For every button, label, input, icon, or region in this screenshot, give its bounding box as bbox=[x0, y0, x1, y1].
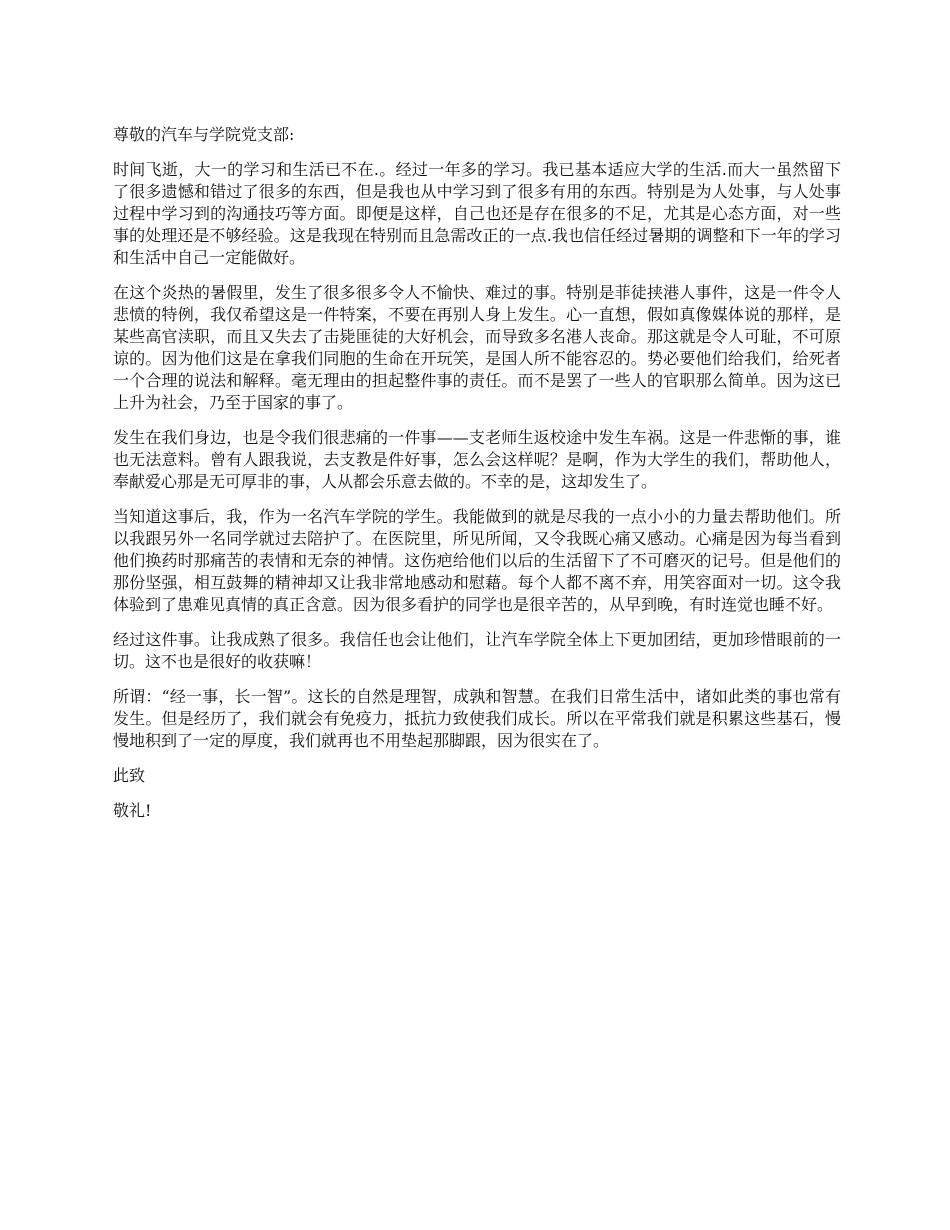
salutation: 尊敬的汽车与学院党支部: bbox=[113, 125, 295, 144]
closing-greeting: 此致 bbox=[113, 766, 146, 785]
paragraph-2: 在这个炎热的暑假里，发生了很多很多令人不愉快、难过的事。特别是菲徒挟港人事件，这是一件令人悲愤的特例，我仅希望这是一件特案，不要在再别人身上发生。心一直想，假如真像媒体说的那样，是某些高官渎职，而且又失去了击毙匪徒的大好机会，而导致多名港人丧命。那这就是令人可耻，不可原谅的。因为他们这是在拿我们同胞的生命在开玩笑，是国人所不能容忍的。势必要他们给我们，给死者一个合理的说法和解释。毫无理由的担起整件事的责任。而不是罢了一些人的官职那么简单。因为这已上升为社会，乃至于国家的事了。 bbox=[113, 283, 841, 412]
paragraph-3: 发生在我们身边，也是令我们很悲痛的一件事——支老师生返校途中发生车祸。这是一件悲惭的事，谁也无法意料。曾有人跟我说，去支教是件好事，怎么会这样呢？是啊，作为大学生的我们，帮助他人，奉献爱心那是无可厚非的事，人从都会乐意去做的。不幸的是，这却发生了。 bbox=[113, 428, 841, 491]
paragraph-4: 当知道这事后，我，作为一名汽车学院的学生。我能做到的就是尽我的一点小小的力量去帮助他们。所以我跟另外一名同学就过去陪护了。在医院里，所见所闻，又令我既心痛又感动。心痛是因为每当看到他们换药时那痛苦的表情和无奈的神情。这伤疤给他们以后的生活留下了不可磨灭的记号。但是他们的那份坚强，相互鼓舞的精神却又让我非常地感动和慰藉。每个人都不离不弃，用笑容面对一切。这令我体验到了患难见真情的真正含意。因为很多看护的同学也是很辛苦的，从早到晚，有时连觉也睡不好。 bbox=[113, 507, 841, 614]
paragraph-6: 所谓：“经一事，长一智”。这长的自然是理智，成孰和智慧。在我们日常生活中，诸如此类的事也常有发生。但是经历了，我们就会有免疫力，抵抗力致使我们成长。所以在平常我们就是积累这些基石，慢慢地积到了一定的厚度，我们就再也不用垫起那脚跟，因为很实在了。 bbox=[113, 687, 841, 750]
paragraph-1: 时间飞逝，大一的学习和生活已不在.。经过一年多的学习。我已基本适应大学的生活.而大一虽然留下了很多遗憾和错过了很多的东西，但是我也从中学习到了很多有用的东西。特别是为人处事，与人处事过程中学习到的沟通技巧等方面。即便是这样，自己也还是存在很多的不足，尤其是心态方面，对一些事的处理还是不够经验。这是我现在特别而且急需改正的一点.我也信任经过暑期的调整和下一年的学习和生活中自己一定能做好。 bbox=[113, 160, 841, 267]
closing-salute: 敬礼! bbox=[113, 801, 152, 820]
letter-page bbox=[113, 124, 841, 835]
paragraph-5: 经过这件事。让我成熟了很多。我信任也会让他们，让汽车学院全体上下更加团结，更加珍惜眼前的一切。这不也是很好的收获嘛！ bbox=[113, 630, 841, 671]
